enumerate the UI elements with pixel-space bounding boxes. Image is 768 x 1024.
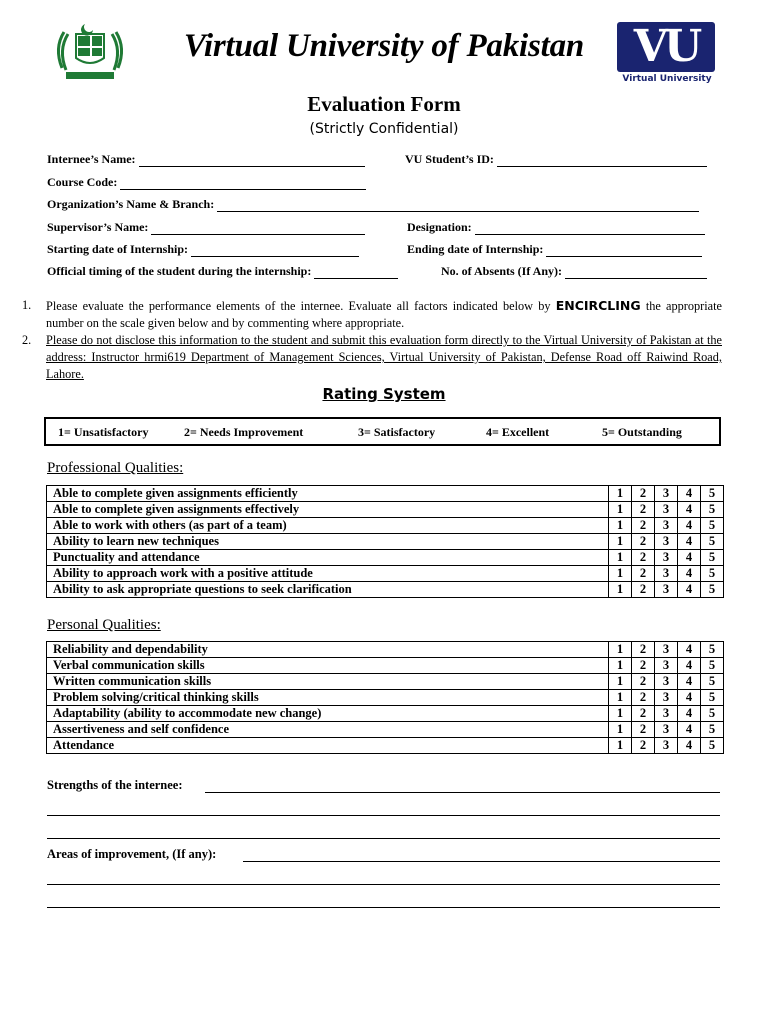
rating-option-2[interactable]: 2 (632, 674, 655, 690)
rating-option-5[interactable]: 5 (701, 706, 724, 722)
rating-option-3[interactable]: 3 (655, 690, 678, 706)
strengths-line-1[interactable] (205, 792, 720, 793)
form-title: Evaluation Form (307, 92, 461, 116)
rating-option-4[interactable]: 4 (678, 690, 701, 706)
quality-label: Able to work with others (as part of a team) (47, 518, 609, 534)
quality-label: Ability to learn new techniques (47, 534, 609, 550)
rating-option-4[interactable]: 4 (678, 706, 701, 722)
quality-row (47, 658, 724, 674)
instruction-1-emphasis: ENCIRCLING (555, 298, 641, 313)
quality-row (47, 738, 724, 754)
rating-5: 5= Outstanding (602, 425, 682, 439)
rating-option-5[interactable]: 5 (701, 658, 724, 674)
instruction-1-num: 1. (22, 298, 32, 312)
rating-option-2[interactable]: 2 (632, 518, 655, 534)
rating-option-3[interactable]: 3 (655, 642, 678, 658)
quality-label: Written communication skills (47, 674, 609, 690)
quality-row (47, 534, 724, 550)
rating-option-5[interactable]: 5 (701, 550, 724, 566)
quality-label: Ability to ask appropriate questions to seek clarification (47, 582, 609, 598)
rating-option-5[interactable]: 5 (701, 502, 724, 518)
rating-option-4[interactable]: 4 (678, 674, 701, 690)
rating-option-3[interactable]: 3 (655, 706, 678, 722)
quality-label: Punctuality and attendance (47, 550, 609, 566)
improvement-label: Areas of improvement, (If any): (47, 847, 217, 861)
internee-name-field[interactable] (47, 152, 365, 167)
timing-label: Official timing of the student during the internship: (47, 264, 312, 278)
instruction-1-text-b: the appropriate number on the scale given below and by commenting where appropriate. (46, 299, 723, 330)
rating-option-5[interactable]: 5 (701, 642, 724, 658)
rating-option-4[interactable]: 4 (678, 722, 701, 738)
rating-option-1[interactable]: 1 (609, 550, 632, 566)
internee-name-label: Internee’s Name: (47, 152, 136, 166)
course-code-label: Course Code: (47, 175, 118, 189)
rating-option-3[interactable]: 3 (655, 722, 678, 738)
rating-option-5[interactable]: 5 (701, 582, 724, 598)
quality-label: Assertiveness and self confidence (47, 722, 609, 738)
rating-option-4[interactable]: 4 (678, 658, 701, 674)
rating-option-1[interactable]: 1 (609, 722, 632, 738)
rating-option-5[interactable]: 5 (701, 566, 724, 582)
strengths-label: Strengths of the internee: (47, 778, 183, 792)
improvement-line-1[interactable] (243, 861, 720, 862)
form-subtitle: (Strictly Confidential) (309, 121, 459, 137)
rating-option-1[interactable]: 1 (609, 706, 632, 722)
rating-option-3[interactable]: 3 (655, 566, 678, 582)
rating-option-2[interactable]: 2 (632, 658, 655, 674)
quality-label: Ability to approach work with a positive attitude (47, 566, 609, 582)
rating-option-3[interactable]: 3 (655, 550, 678, 566)
rating-option-4[interactable]: 4 (678, 642, 701, 658)
quality-label: Adaptability (ability to accommodate new change) (47, 706, 609, 722)
rating-option-5[interactable]: 5 (701, 690, 724, 706)
vu-logo (614, 22, 720, 88)
quality-row (47, 518, 724, 534)
rating-option-1[interactable]: 1 (609, 674, 632, 690)
quality-row (47, 550, 724, 566)
personal-table (46, 641, 724, 754)
rating-option-2[interactable]: 2 (632, 722, 655, 738)
instruction-1 (22, 297, 722, 332)
rating-option-2[interactable]: 2 (632, 502, 655, 518)
rating-option-3[interactable]: 3 (655, 518, 678, 534)
rating-option-5[interactable]: 5 (701, 518, 724, 534)
rating-option-4[interactable]: 4 (678, 582, 701, 598)
university-name: Virtual University of Pakistan (183, 28, 585, 64)
rating-option-4[interactable]: 4 (678, 502, 701, 518)
rating-option-2[interactable]: 2 (632, 642, 655, 658)
rating-3: 3= Satisfactory (358, 425, 436, 439)
organization-label: Organization’s Name & Branch: (47, 197, 215, 211)
quality-label: Able to complete given assignments effectively (47, 502, 609, 518)
rating-option-2[interactable]: 2 (632, 566, 655, 582)
rating-option-2[interactable]: 2 (632, 706, 655, 722)
quality-row (47, 722, 724, 738)
improvement-line-3[interactable] (47, 907, 720, 908)
professional-title: Professional Qualities: (47, 460, 184, 476)
quality-label: Verbal communication skills (47, 658, 609, 674)
student-id-label: VU Student’s ID: (405, 152, 494, 166)
rating-option-4[interactable]: 4 (678, 738, 701, 754)
rating-option-5[interactable]: 5 (701, 722, 724, 738)
start-date-field[interactable] (47, 242, 359, 257)
personal-title: Personal Qualities: (47, 617, 161, 633)
rating-option-4[interactable]: 4 (678, 534, 701, 550)
organization-field[interactable] (47, 197, 699, 212)
rating-option-5[interactable]: 5 (701, 674, 724, 690)
instruction-2 (22, 332, 722, 383)
rating-4: 4= Excellent (486, 425, 550, 439)
quality-row (47, 582, 724, 598)
rating-option-2[interactable]: 2 (632, 486, 655, 502)
instruction-1-text-a: Please evaluate the performance elements of the internee. Evaluate all factors indicated below by (46, 299, 556, 313)
rating-system-box (44, 417, 721, 446)
rating-option-1[interactable]: 1 (609, 582, 632, 598)
rating-option-1[interactable]: 1 (609, 534, 632, 550)
rating-option-3[interactable]: 3 (655, 738, 678, 754)
rating-2: 2= Needs Improvement (184, 425, 304, 439)
timing-field[interactable] (47, 264, 398, 279)
instruction-2-text: Please do not disclose this information to the student and submit this evaluation form directly to the Virtual University of Pakistan at the address: Instructor hrmi619 Department of Management Sciences, Virtual University of Pakistan, Defense Road off Raiwind Road, Lahore. (46, 333, 722, 381)
professional-table (46, 485, 724, 598)
rating-1: 1= Unsatisfactory (58, 425, 149, 439)
rating-option-3[interactable]: 3 (655, 674, 678, 690)
supervisor-field[interactable] (47, 220, 365, 235)
end-date-field[interactable] (407, 242, 702, 257)
strengths-line-3[interactable] (47, 838, 720, 839)
rating-option-1[interactable]: 1 (609, 690, 632, 706)
rating-option-1[interactable]: 1 (609, 502, 632, 518)
strengths-line-2[interactable] (47, 815, 720, 816)
quality-row (47, 502, 724, 518)
supervisor-label: Supervisor’s Name: (47, 220, 149, 234)
rating-option-4[interactable]: 4 (678, 550, 701, 566)
end-date-label: Ending date of Internship: (407, 242, 544, 256)
rating-option-2[interactable]: 2 (632, 550, 655, 566)
rating-option-4[interactable]: 4 (678, 486, 701, 502)
start-date-label: Starting date of Internship: (47, 242, 189, 256)
quality-label: Problem solving/critical thinking skills (47, 690, 609, 706)
quality-row (47, 566, 724, 582)
rating-option-3[interactable]: 3 (655, 486, 678, 502)
rating-system-title: Rating System (322, 385, 446, 403)
quality-label: Attendance (47, 738, 609, 754)
rating-option-2[interactable]: 2 (632, 582, 655, 598)
quality-row (47, 674, 724, 690)
instruction-2-num: 2. (22, 333, 32, 347)
quality-row (47, 690, 724, 706)
designation-label: Designation: (407, 220, 472, 234)
vu-logo-mark: VU (617, 22, 715, 72)
rating-option-1[interactable]: 1 (609, 566, 632, 582)
rating-option-5[interactable]: 5 (701, 534, 724, 550)
absents-field[interactable] (441, 264, 707, 279)
rating-option-1[interactable]: 1 (609, 518, 632, 534)
rating-option-5[interactable]: 5 (701, 486, 724, 502)
quality-row (47, 642, 724, 658)
quality-label: Able to complete given assignments efficiently (47, 486, 609, 502)
rating-option-4[interactable]: 4 (678, 518, 701, 534)
quality-row (47, 486, 724, 502)
absents-label: No. of Absents (If Any): (441, 264, 563, 278)
rating-option-1[interactable]: 1 (609, 642, 632, 658)
rating-option-3[interactable]: 3 (655, 502, 678, 518)
rating-option-2[interactable]: 2 (632, 534, 655, 550)
rating-option-2[interactable]: 2 (632, 738, 655, 754)
designation-field[interactable] (407, 220, 705, 235)
rating-option-3[interactable]: 3 (655, 658, 678, 674)
rating-option-1[interactable]: 1 (609, 486, 632, 502)
rating-option-3[interactable]: 3 (655, 582, 678, 598)
rating-option-1[interactable]: 1 (609, 658, 632, 674)
student-id-field[interactable] (405, 152, 707, 167)
course-code-field[interactable] (47, 175, 366, 190)
rating-option-2[interactable]: 2 (632, 690, 655, 706)
rating-option-4[interactable]: 4 (678, 566, 701, 582)
rating-option-3[interactable]: 3 (655, 534, 678, 550)
quality-label: Reliability and dependability (47, 642, 609, 658)
quality-row (47, 706, 724, 722)
vu-logo-caption: Virtual University (622, 74, 712, 84)
rating-option-1[interactable]: 1 (609, 738, 632, 754)
rating-option-5[interactable]: 5 (701, 738, 724, 754)
improvement-line-2[interactable] (47, 884, 720, 885)
